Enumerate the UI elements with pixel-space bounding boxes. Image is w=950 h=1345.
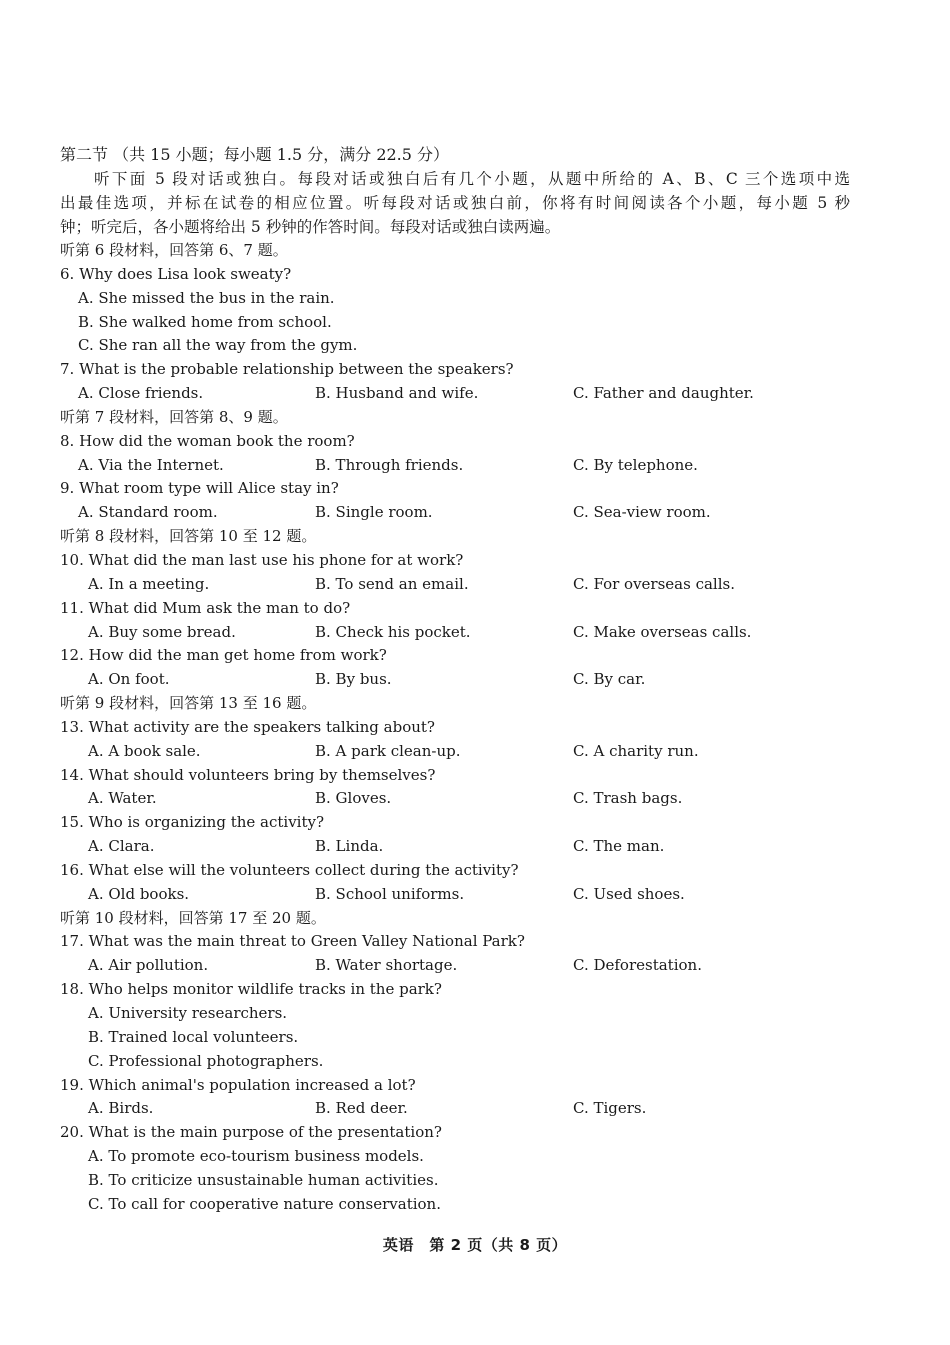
- option-a[interactable]: A. Via the Internet.: [78, 455, 224, 474]
- option-c[interactable]: C. Used shoes.: [573, 884, 685, 903]
- instruction-line: 钟；听完后，各小题将给出 5 秒钟的作答时间。每段对话或独白读两遍。: [60, 218, 561, 236]
- option-c[interactable]: C. Trash bags.: [573, 789, 683, 808]
- material-header: 听第 6 段材料，回答第 6、7 题。: [60, 241, 288, 259]
- option-a[interactable]: A. Old books.: [88, 884, 190, 903]
- option-row: [60, 883, 860, 907]
- option-a[interactable]: A. Clara.: [88, 837, 155, 856]
- material-header: 听第 8 段材料，回答第 10 至 12 题。: [60, 527, 317, 546]
- option-b[interactable]: B. Husband and wife.: [315, 384, 479, 403]
- option-row: [60, 621, 860, 645]
- instruction-line: 听下面 5 段对话或独白。每段对话或独白后有几个小题，从题中所给的 A、B、C 三个选项中选: [94, 170, 850, 188]
- option-b[interactable]: B. Linda.: [315, 837, 384, 856]
- option-b[interactable]: B. Trained local volunteers.: [88, 1027, 299, 1046]
- option-c[interactable]: C. Tigers.: [573, 1099, 647, 1118]
- question-stem: 11. What did Mum ask the man to do?: [60, 598, 351, 617]
- option-a[interactable]: A. In a meeting.: [88, 574, 210, 593]
- option-c[interactable]: C. Professional photographers.: [88, 1051, 324, 1070]
- option-a[interactable]: A. Birds.: [88, 1099, 154, 1118]
- option-a[interactable]: A. A book sale.: [88, 741, 201, 760]
- question-stem: 12. How did the man get home from work?: [60, 646, 387, 665]
- option-row: [60, 454, 860, 478]
- option-b[interactable]: B. Through friends.: [315, 455, 464, 474]
- option-c[interactable]: C. Deforestation.: [573, 956, 702, 975]
- instruction-line: 出最佳选项，并标在试卷的相应位置。听每段对话或独白前，你将有时间阅读各个小题，每小题 5 秒: [60, 194, 850, 212]
- question-stem: 19. Which animal's population increased a lot?: [60, 1075, 416, 1094]
- option-c[interactable]: C. By telephone.: [573, 455, 698, 474]
- option-c[interactable]: C. Father and daughter.: [573, 384, 754, 403]
- question-stem: 9. What room type will Alice stay in?: [60, 479, 339, 498]
- option-row: [60, 954, 860, 978]
- material-header: 听第 7 段材料，回答第 8、9 题。: [60, 407, 288, 426]
- option-b[interactable]: B. To send an email.: [315, 574, 469, 593]
- section-title: 第二节 （共 15 小题；每小题 1.5 分，满分 22.5 分）: [60, 145, 450, 164]
- option-b[interactable]: B. Single room.: [315, 503, 433, 522]
- option-b[interactable]: B. School uniforms.: [315, 884, 465, 903]
- question-stem: 6. Why does Lisa look sweaty?: [60, 264, 292, 283]
- material-header: 听第 10 段材料，回答第 17 至 20 题。: [60, 908, 326, 927]
- option-b[interactable]: B. Check his pocket.: [315, 622, 471, 641]
- option-c[interactable]: C. She ran all the way from the gym.: [78, 336, 358, 355]
- question-list: [60, 239, 860, 1217]
- option-a[interactable]: A. To promote eco-tourism business models.: [88, 1147, 424, 1166]
- question-stem: 14. What should volunteers bring by themselves?: [60, 765, 436, 784]
- option-a[interactable]: A. She missed the bus in the rain.: [78, 288, 335, 307]
- option-c[interactable]: C. Sea-view room.: [573, 503, 711, 522]
- option-c[interactable]: C. To call for cooperative nature conservation.: [88, 1194, 441, 1213]
- option-a[interactable]: A. Standard room.: [78, 503, 218, 522]
- question-stem: 20. What is the main purpose of the presentation?: [60, 1123, 442, 1142]
- option-row: [60, 501, 860, 525]
- option-b[interactable]: B. By bus.: [315, 670, 392, 689]
- option-c[interactable]: C. For overseas calls.: [573, 574, 735, 593]
- option-c[interactable]: C. Make overseas calls.: [573, 622, 752, 641]
- option-b[interactable]: B. Water shortage.: [315, 956, 458, 975]
- option-b[interactable]: B. Red deer.: [315, 1099, 408, 1118]
- section-instructions: [60, 167, 850, 239]
- option-b[interactable]: B. Gloves.: [315, 789, 392, 808]
- option-a[interactable]: A. Close friends.: [78, 384, 204, 403]
- option-b[interactable]: B. To criticize unsustainable human activities.: [88, 1170, 439, 1189]
- option-c[interactable]: C. By car.: [573, 670, 646, 689]
- option-c[interactable]: C. A charity run.: [573, 741, 699, 760]
- option-b[interactable]: B. A park clean-up.: [315, 741, 461, 760]
- option-b[interactable]: B. She walked home from school.: [78, 312, 332, 331]
- question-stem: 8. How did the woman book the room?: [60, 431, 355, 450]
- option-a[interactable]: A. On foot.: [88, 670, 170, 689]
- question-stem: 10. What did the man last use his phone for at work?: [60, 550, 464, 569]
- question-stem: 18. Who helps monitor wildlife tracks in the park?: [60, 980, 442, 999]
- page-footer: 英语 第 2 页（共 8 页）: [382, 1236, 568, 1254]
- option-row: [60, 382, 860, 406]
- option-row: [60, 740, 860, 764]
- option-a[interactable]: A. Air pollution.: [88, 956, 209, 975]
- material-header: 听第 9 段材料，回答第 13 至 16 题。: [60, 694, 317, 713]
- question-stem: 7. What is the probable relationship between the speakers?: [60, 360, 514, 379]
- option-row: [60, 573, 860, 597]
- option-row: [60, 835, 860, 859]
- question-stem: 16. What else will the volunteers collect during the activity?: [60, 860, 519, 879]
- question-stem: 17. What was the main threat to Green Valley National Park?: [60, 932, 525, 951]
- option-a[interactable]: A. Buy some bread.: [88, 622, 236, 641]
- option-row: [60, 668, 860, 692]
- option-row: [60, 1097, 860, 1121]
- option-row: [60, 787, 860, 811]
- option-c[interactable]: C. The man.: [573, 837, 665, 856]
- option-a[interactable]: A. Water.: [88, 789, 157, 808]
- question-stem: 13. What activity are the speakers talking about?: [60, 717, 435, 736]
- option-a[interactable]: A. University researchers.: [88, 1004, 288, 1022]
- question-stem: 15. Who is organizing the activity?: [60, 813, 325, 832]
